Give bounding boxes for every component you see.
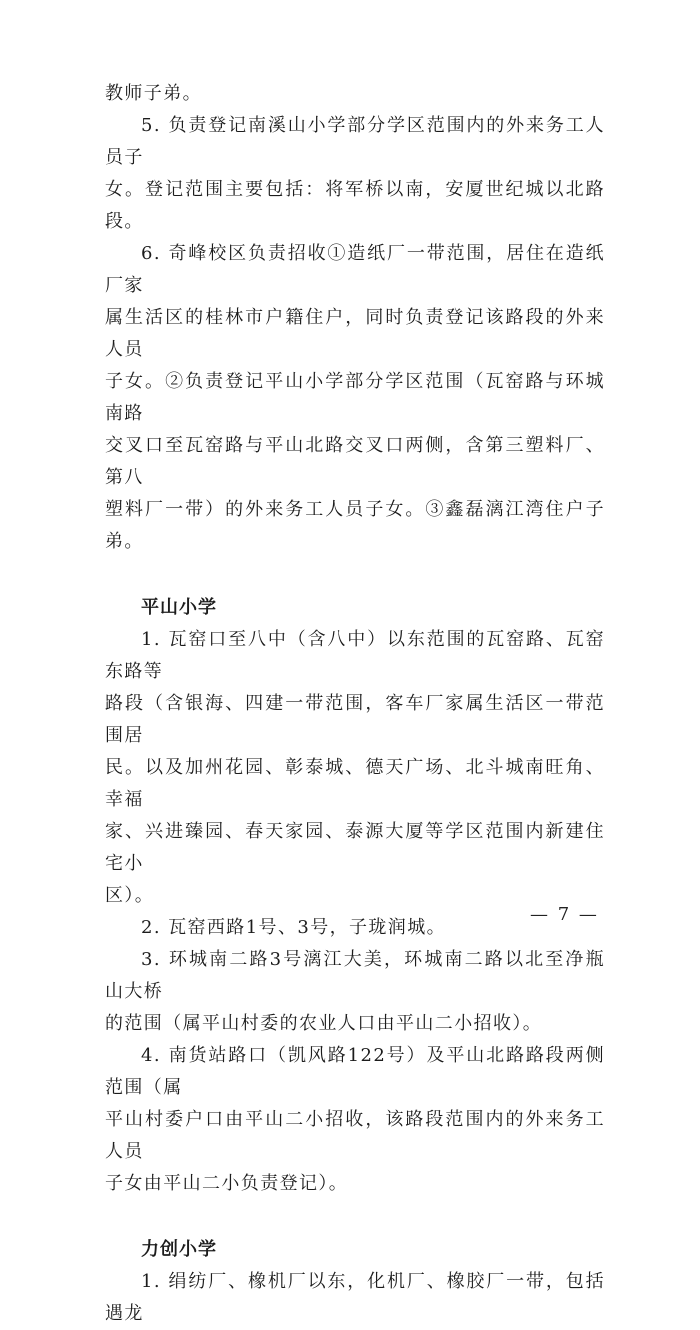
section-heading-pingshan: 平山小学	[141, 597, 217, 618]
text-line: 的范围（属平山村委的农业人口由平山二小招收）。	[105, 1013, 543, 1034]
text-line: 4. 南货站路口（凯风路122号）及平山北路路段两侧范围（属	[105, 1045, 605, 1098]
text-line: 家、兴进臻园、春天家园、泰源大厦等学区范围内新建住宅小	[105, 821, 605, 874]
document-body	[105, 78, 605, 1330]
text-line: 2. 瓦窑西路1号、3号，子珑润城。	[141, 917, 446, 938]
text-line: 女。登记范围主要包括：将军桥以南，安厦世纪城以北路段。	[105, 179, 605, 232]
text-line: 塑料厂一带）的外来务工人员子女。③鑫磊漓江湾住户子弟。	[105, 499, 605, 552]
text-line: 民。以及加州花园、彰泰城、德天广场、北斗城南旺角、幸福	[105, 757, 605, 810]
section-heading-lichuang: 力创小学	[141, 1239, 217, 1260]
text-line: 1. 绢纺厂、橡机厂以东，化机厂、橡胶厂一带，包括遇龙	[105, 1271, 605, 1324]
page-number: — 7 —	[530, 904, 599, 925]
text-line: 平山村委户口由平山二小招收，该路段范围内的外来务工人员	[105, 1109, 605, 1162]
section-gap	[105, 558, 605, 592]
text-line: 属生活区的桂林市户籍住户，同时负责登记该路段的外来人员	[105, 307, 605, 360]
text-line: 路段（含银海、四建一带范围，客车厂家属生活区一带范围居	[105, 693, 605, 746]
text-line: 子女。②负责登记平山小学部分学区范围（瓦窑路与环城南路	[105, 371, 605, 424]
section-gap	[105, 1200, 605, 1234]
text-line: 6. 奇峰校区负责招收①造纸厂一带范围，居住在造纸厂家	[105, 243, 605, 296]
text-line: 区）。	[105, 885, 155, 906]
text-line: 3. 环城南二路3号漓江大美，环城南二路以北至净瓶山大桥	[105, 949, 605, 1002]
text-line: 子女由平山二小负责登记）。	[105, 1173, 349, 1194]
text-line: 教师子弟。	[105, 83, 202, 104]
text-line: 交叉口至瓦窑路与平山北路交叉口两侧，含第三塑料厂、第八	[105, 435, 605, 488]
text-line: 5. 负责登记南溪山小学部分学区范围内的外来务工人员子	[105, 115, 605, 168]
text-line: 1. 瓦窑口至八中（含八中）以东范围的瓦窑路、瓦窑东路等	[105, 629, 605, 682]
